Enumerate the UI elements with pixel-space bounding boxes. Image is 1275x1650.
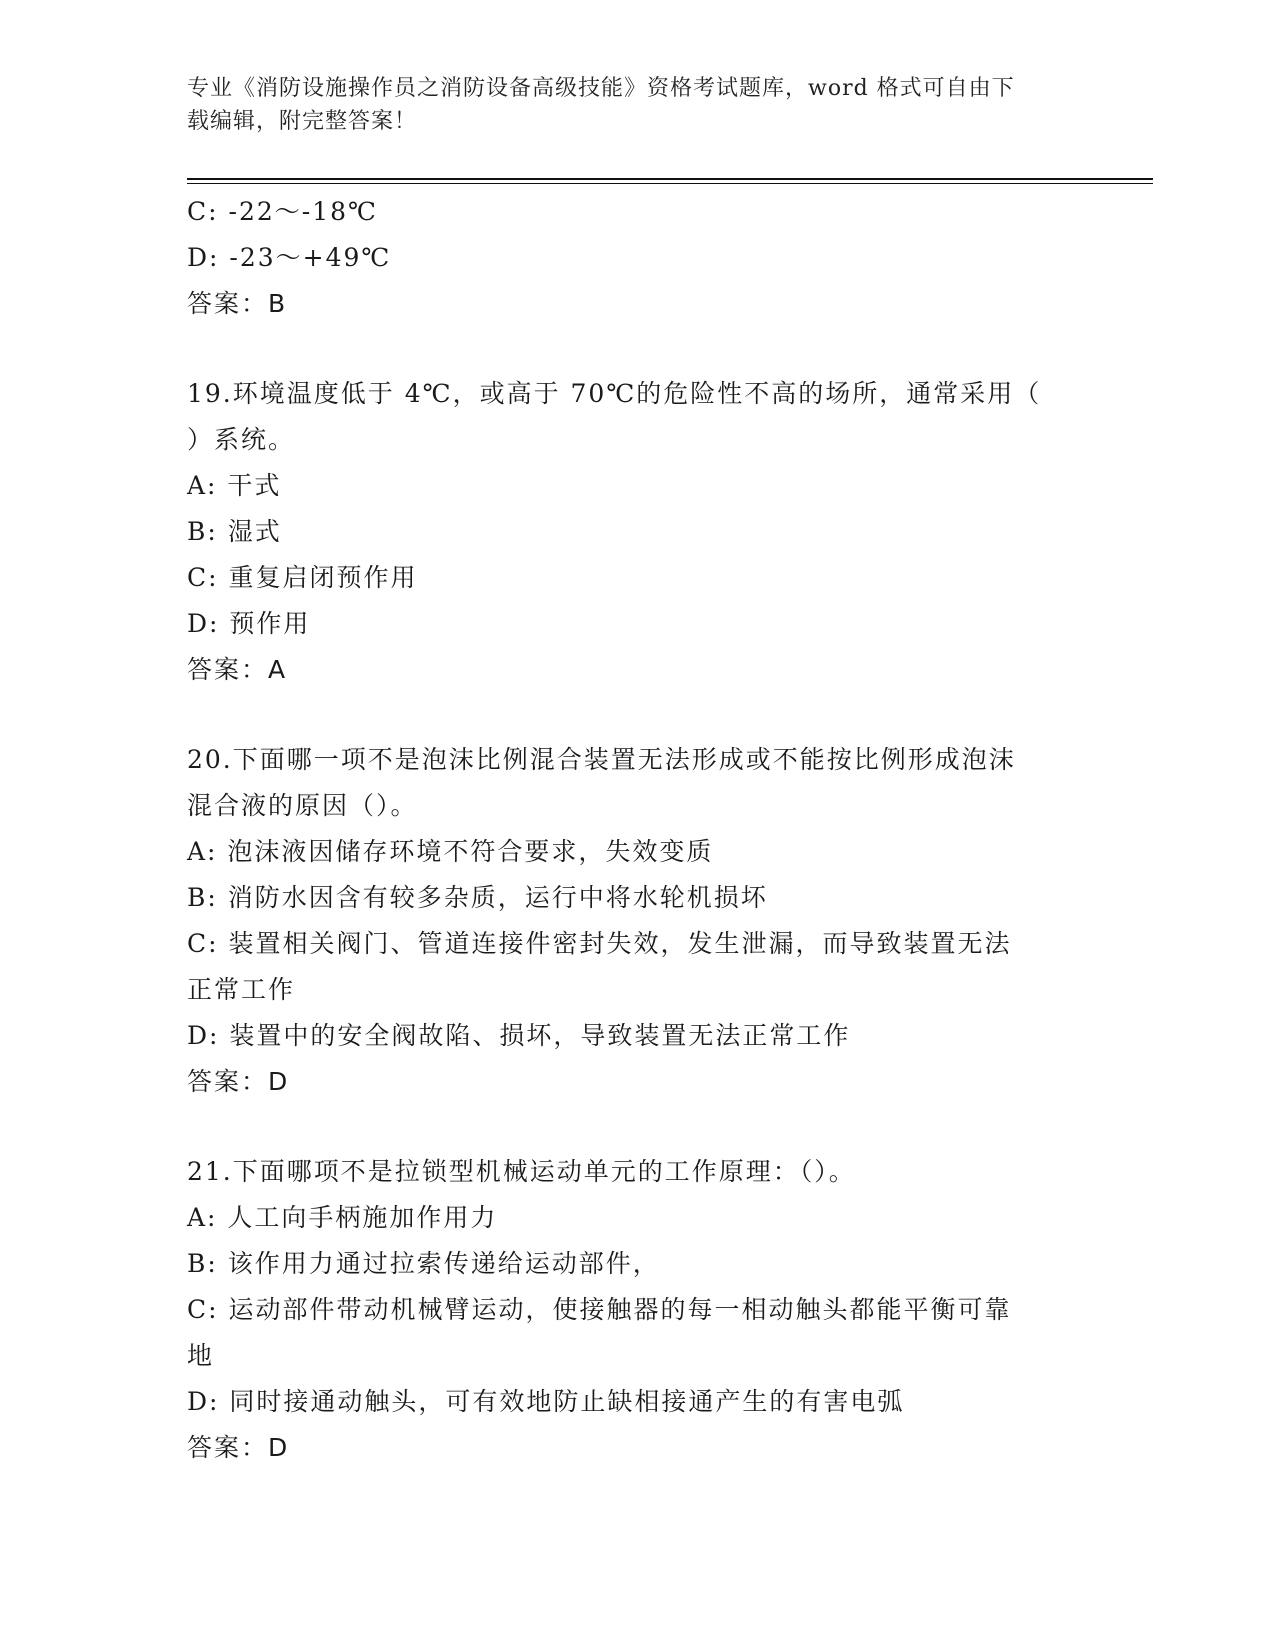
header-line-2: 载编辑，附完整答案！ xyxy=(187,109,418,134)
option-d: D: 同时接通动触头，可有效地防止缺相接通产生的有害电弧 xyxy=(187,1387,905,1416)
option-b: B: 湿式 xyxy=(187,517,282,546)
header-divider-thin xyxy=(187,183,1153,184)
question-19 xyxy=(187,371,1087,693)
spacer xyxy=(187,693,1087,737)
option-c: C: 运动部件带动机械臂运动，使接触器的每一相动触头都能平衡可靠 xyxy=(187,1295,1012,1324)
option-a: A: 干式 xyxy=(187,471,282,500)
previous-question-tail xyxy=(187,189,1087,327)
question-stem: 19.环境温度低于 4℃，或高于 70℃的危险性不高的场所，通常采用（ xyxy=(187,379,1042,408)
option-c-continued: 正常工作 xyxy=(187,975,296,1004)
option-d: D: 装置中的安全阀故陷、损坏，导致装置无法正常工作 xyxy=(187,1021,851,1050)
question-20 xyxy=(187,737,1087,1105)
option-d: D: -23～+49℃ xyxy=(187,243,392,272)
spacer xyxy=(187,1105,1087,1149)
option-c: C: 装置相关阀门、管道连接件密封失效，发生泄漏，而导致装置无法 xyxy=(187,929,1012,958)
option-b: B: 消防水因含有较多杂质，运行中将水轮机损坏 xyxy=(187,883,768,912)
answer-line: 答案：D xyxy=(187,1433,290,1462)
question-content xyxy=(187,189,1087,1471)
option-d: D: 预作用 xyxy=(187,609,311,638)
option-c-continued: 地 xyxy=(187,1341,215,1370)
question-stem: 21.下面哪项不是拉锁型机械运动单元的工作原理：（）。 xyxy=(187,1157,856,1186)
option-c: C: -22～-18℃ xyxy=(187,197,378,226)
header-divider-thick xyxy=(187,178,1153,180)
question-21 xyxy=(187,1149,1087,1471)
option-c: C: 重复启闭预作用 xyxy=(187,563,418,592)
question-stem-continued: ）系统。 xyxy=(187,425,296,454)
spacer xyxy=(187,327,1087,371)
question-stem-continued: 混合液的原因（）。 xyxy=(187,791,418,820)
answer-line: 答案：A xyxy=(187,655,288,684)
document-header xyxy=(187,72,1067,138)
option-a: A: 人工向手柄施加作用力 xyxy=(187,1203,498,1232)
option-a: A: 泡沫液因储存环境不符合要求，失效变质 xyxy=(187,837,714,866)
answer-line: 答案：D xyxy=(187,1067,290,1096)
question-stem: 20.下面哪一项不是泡沫比例混合装置无法形成或不能按比例形成泡沫 xyxy=(187,745,1016,774)
option-b: B: 该作用力通过拉索传递给运动部件， xyxy=(187,1249,660,1278)
answer-line: 答案：B xyxy=(187,289,288,318)
header-line-1: 专业《消防设施操作员之消防设备高级技能》资格考试题库，word 格式可自由下 xyxy=(187,76,1015,101)
